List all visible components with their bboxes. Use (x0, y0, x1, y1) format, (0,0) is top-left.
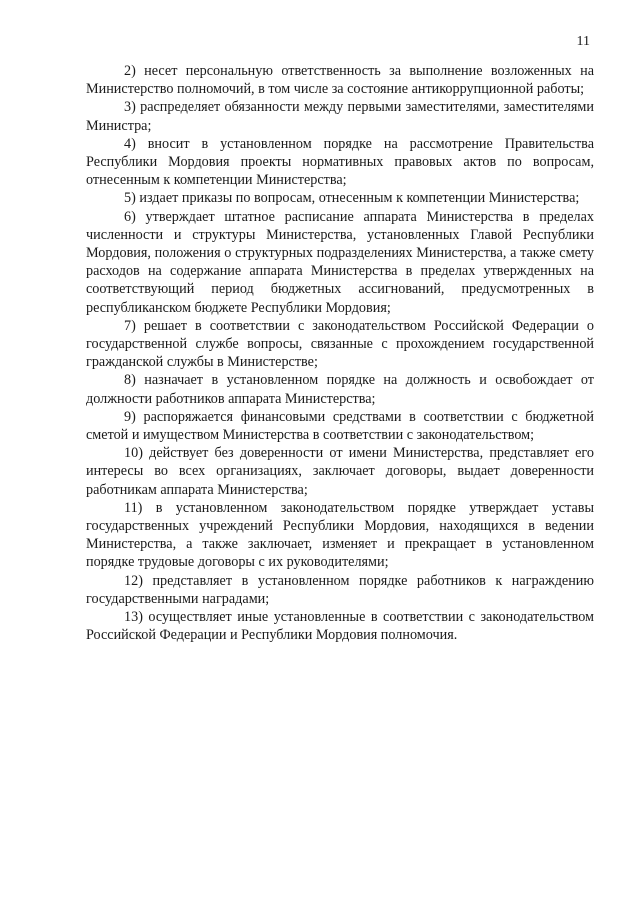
paragraph-item-6: 6) утверждает штатное расписание аппарата Министерства в пределах численности и структуры Министерства, установленных Главой Республики Мордовия, положения о структурных подразделениях Министерства, а также смету расходов на содержание аппарата Министерства в пределах утвержденных на соответствующий период бюджетных ассигнований, предусмотренных в республиканском бюджете Республики Мордовия; (86, 208, 594, 316)
paragraph-item-2: 2) несет персональную ответственность за выполнение возложенных на Министерство полномочий, в том числе за состояние антикоррупционной работы; (86, 63, 594, 98)
paragraph-item-7: 7) решает в соответствии с законодательством Российской Федерации о государственной службе вопросы, связанные с прохождением государственной гражданской службы в Министерстве; (86, 317, 594, 371)
paragraph-item-11: 11) в установленном законодательством порядке утверждает уставы государственных учреждений Республики Мордовия, находящихся в ведении Министерства, а также заключает, изменяет и прекращает в установленном порядке трудовые договоры с их руководителями; (86, 499, 594, 571)
paragraph-item-13: 13) осуществляет иные установленные в соответствии с законодательством Российской Федерации и Республики Мордовия полномочия. (86, 609, 594, 644)
page-number: 11 (576, 34, 590, 49)
paragraph-item-8: 8) назначает в установленном порядке на должность и освобождает от должности работников аппарата Министерства; (86, 372, 594, 407)
document-body (86, 62, 594, 645)
paragraph-item-12: 12) представляет в установленном порядке работников к награждению государственными наградами; (86, 572, 594, 607)
paragraph-item-5: 5) издает приказы по вопросам, отнесенным к компетенции Министерства; (124, 190, 580, 207)
paragraph-item-10: 10) действует без доверенности от имени Министерства, представляет его интересы во всех организациях, заключает договоры, выдает доверенности работникам аппарата Министерства; (86, 445, 594, 498)
paragraph-item-9: 9) распоряжается финансовыми средствами в соответствии с бюджетной сметой и имуществом Министерства в соответствии с законодательством; (86, 408, 594, 444)
paragraph-item-4: 4) вносит в установленном порядке на рассмотрение Правительства Республики Мордовия проекты нормативных правовых актов по вопросам, отнесенным к компетенции Министерства; (86, 135, 594, 189)
paragraph-item-3: 3) распределяет обязанности между первыми заместителями, заместителями Министра; (86, 99, 594, 134)
